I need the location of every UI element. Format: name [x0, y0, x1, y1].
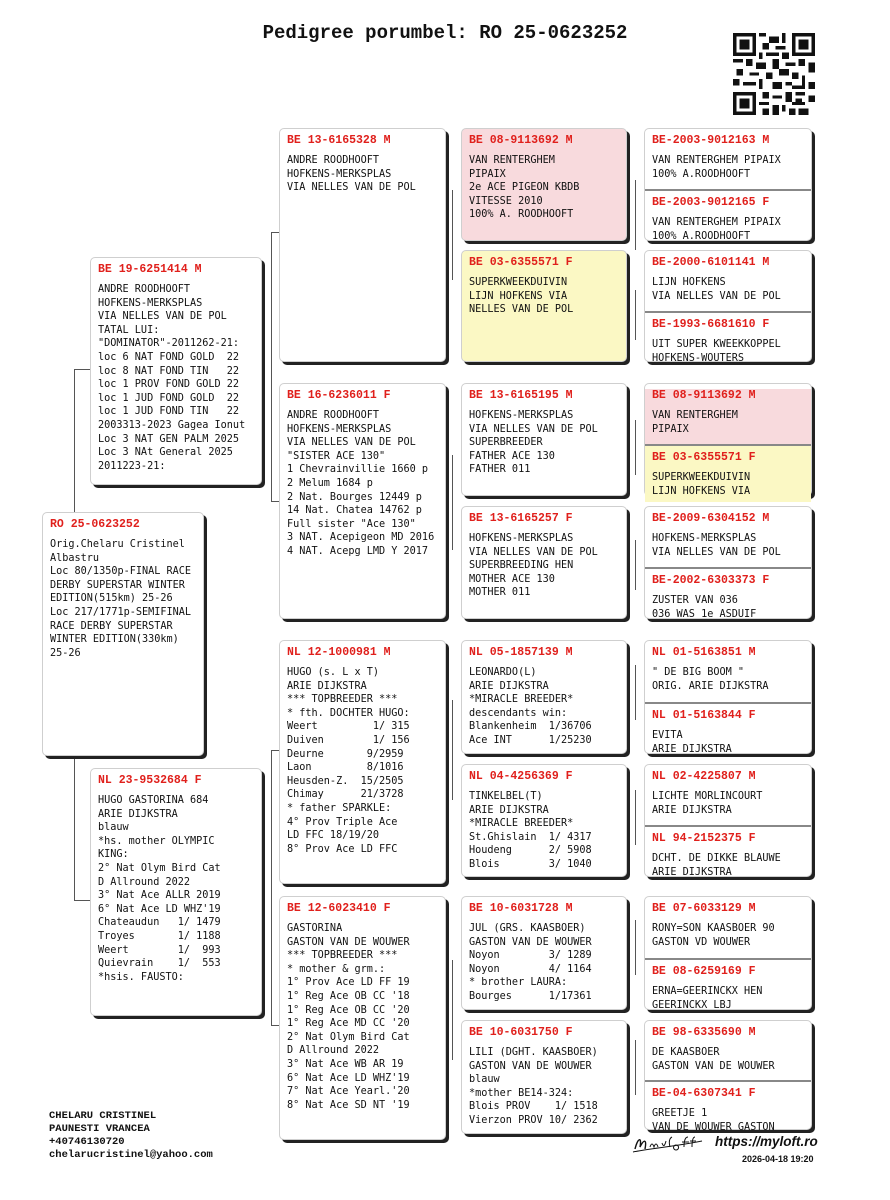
detail-line: loc 8 NAT FOND TIN 22: [98, 365, 240, 377]
detail-line: PIPAIX: [652, 423, 689, 435]
detail-line: Heusden-Z. 15/2505: [287, 775, 404, 787]
detail-line: Deurne 9/2959: [287, 748, 404, 760]
detail-line: HOFKENS-MERKSPLAS: [652, 533, 757, 544]
detail-line: 1° Reg Ace OB CC '20: [287, 1004, 410, 1016]
detail-line: Noyon 3/ 1289: [469, 950, 592, 962]
detail-line: descendants win:: [469, 707, 568, 719]
ring-number: NL 04-4256369 F: [469, 770, 573, 783]
detail-line: ARIE DIJKSTRA: [652, 743, 732, 755]
ring-number: NL 94-2152375 F: [652, 832, 756, 845]
detail-line: *** TOPBREEDER ***: [287, 950, 398, 962]
detail-line: "DOMINATOR"-2011262-21:: [98, 338, 240, 350]
detail-line: 2° Nat Olym Bird Cat: [287, 1031, 410, 1043]
ring-number: BE 19-6251414 M: [98, 263, 202, 276]
detail-line: ARIE DIJKSTRA: [287, 680, 367, 692]
brand-url[interactable]: https://myloft.ro: [715, 1134, 818, 1149]
detail-line: UIT SUPER KWEEKKOPPEL: [652, 339, 781, 350]
pigeon-card-gen4-pair-7[interactable]: [644, 896, 812, 1010]
detail-line: MOTHER ACE 130: [469, 573, 555, 585]
detail-line: ARIE DIJKSTRA: [652, 804, 732, 816]
detail-line: LD FFC 18/19/20: [287, 830, 380, 842]
detail-line: 3° Nat Ace ALLR 2019: [98, 890, 221, 902]
pigeon-details: [287, 154, 438, 195]
pigeon-details: [652, 409, 804, 436]
detail-line: Blois 3/ 1040: [469, 858, 592, 870]
detail-line: 2003313-2023 Gagea Ionut: [98, 419, 246, 431]
detail-line: 8° Prov Ace LD FFC: [287, 843, 398, 855]
detail-line: "SISTER ACE 130": [287, 450, 386, 462]
pigeon-card-grandsire-paternal[interactable]: [279, 128, 446, 362]
owner-location: PAUNESTI VRANCEA: [49, 1123, 150, 1135]
detail-line: 6° Nat Ace LD WHZ'19: [287, 1072, 410, 1084]
detail-line: LIJN HOFKENS: [652, 277, 726, 288]
detail-line: 1° Reg Ace OB CC '18: [287, 990, 410, 1002]
ring-number: NL 01-5163851 M: [652, 646, 756, 659]
detail-line: 3 NAT. Acepigeon MD 2016: [287, 532, 435, 544]
detail-line: HOFKENS-MERKSPLAS: [98, 297, 203, 309]
detail-line: 7° Nat Ace Yearl.'20: [287, 1086, 410, 1098]
detail-line: 4° Prov Triple Ace: [287, 816, 398, 828]
detail-line: Duiven 1/ 156: [287, 734, 410, 746]
detail-line: 1 Chevrainvillie 1660 p: [287, 464, 429, 476]
detail-line: * fth. DOCHTER HUGO:: [287, 707, 410, 719]
ring-number: BE 13-6165257 F: [469, 512, 573, 525]
pigeon-details: [50, 538, 196, 660]
pigeon-details: [652, 922, 804, 949]
detail-line: JUL (GRS. KAASBOER): [469, 923, 586, 934]
detail-line: ANDRE ROODHOOFT: [98, 284, 191, 295]
detail-line: blauw: [469, 1074, 500, 1086]
detail-line: VIA NELLES VAN DE POL: [469, 546, 598, 558]
ring-number: BE 13-6165195 M: [469, 389, 573, 402]
detail-line: VIA NELLES VAN DE POL: [652, 546, 781, 558]
detail-line: HUGO GASTORINA 684: [98, 795, 209, 806]
detail-line: 1° Prov Ace LD FF 19: [287, 977, 410, 989]
pigeon-card-granddam-paternal[interactable]: [279, 383, 446, 619]
ring-number: BE-2000-6101141 M: [652, 256, 770, 269]
pigeon-details: [652, 790, 804, 817]
ring-number: NL 23-9532684 F: [98, 774, 202, 787]
detail-line: Weert 1/ 315: [287, 721, 410, 733]
ring-number: BE 08-9113692 M: [469, 134, 573, 147]
ring-number: BE 08-9113692 M: [652, 389, 756, 402]
pigeon-details: [469, 922, 619, 1002]
detail-line: * mother & grm.:: [287, 963, 386, 975]
pigeon-card-ggd1[interactable]: [461, 250, 627, 362]
detail-line: GREETJE 1: [652, 1108, 708, 1119]
detail-line: 3° Nat Ace WB AR 19: [287, 1058, 404, 1070]
pigeon-card-dam[interactable]: [90, 768, 262, 1016]
detail-line: LICHTE MORLINCOURT: [652, 791, 763, 802]
pigeon-details: [652, 338, 804, 365]
ring-number: BE 10-6031750 F: [469, 1026, 573, 1039]
detail-line: HOFKENS-MERKSPLAS: [469, 410, 574, 421]
detail-line: Chimay 21/3728: [287, 789, 404, 801]
ring-number: BE 03-6355571 F: [652, 451, 756, 464]
detail-line: ARIE DIJKSTRA: [652, 866, 732, 878]
detail-line: VAN RENTERGHEM: [469, 155, 555, 166]
pigeon-card-ggs4[interactable]: [461, 896, 627, 1010]
detail-line: ERNA=GEERINCKX HEN: [652, 986, 763, 997]
pigeon-card-ggs3[interactable]: [461, 640, 627, 754]
detail-line: Albastru: [50, 552, 100, 564]
detail-line: SUPERBREEDING HEN: [469, 560, 574, 572]
pigeon-details: [652, 1046, 804, 1073]
pigeon-details: [652, 729, 804, 756]
owner-name: CHELARU CRISTINEL: [49, 1110, 157, 1122]
ring-number: BE 10-6031728 M: [469, 902, 573, 915]
ring-number: NL 02-4225807 M: [652, 770, 756, 783]
detail-line: * father SPARKLE:: [287, 802, 392, 814]
pigeon-card-ggs1[interactable]: [461, 128, 627, 241]
detail-line: Weert 1/ 993: [98, 944, 221, 956]
detail-line: Chateaudun 1/ 1479: [98, 917, 221, 929]
detail-line: ANDRE ROODHOOFT: [287, 155, 380, 166]
detail-line: HUGO (s. L x T): [287, 667, 380, 678]
pigeon-details: [287, 666, 438, 877]
detail-line: HOFKENS-WOUTERS: [652, 352, 745, 364]
detail-line: Loc 80/1350p-FINAL RACE: [50, 566, 192, 578]
pigeon-details: [652, 216, 804, 243]
detail-line: GASTON VAN DE WOUWER: [469, 936, 592, 948]
detail-line: *hsis. FAUSTO:: [98, 971, 184, 983]
detail-line: DE KAASBOER: [652, 1047, 720, 1058]
detail-line: VIA NELLES VAN DE POL: [287, 182, 416, 194]
pigeon-details: [469, 276, 619, 317]
detail-line: ZUSTER VAN 036: [652, 595, 738, 606]
detail-line: GASTON VAN DE WOUWER: [469, 1060, 592, 1072]
detail-line: Noyon 4/ 1164: [469, 963, 592, 975]
detail-line: EVITA: [652, 730, 683, 741]
pigeon-details: [652, 154, 804, 181]
detail-line: VIA NELLES VAN DE POL: [469, 423, 598, 435]
detail-line: HOFKENS-MERKSPLAS: [469, 533, 574, 544]
detail-line: HOFKENS-MERKSPLAS: [287, 168, 392, 180]
detail-line: LIJN HOFKENS VIA: [652, 485, 751, 497]
detail-line: 1° Reg Ace MD CC '20: [287, 1018, 410, 1030]
myloft-logo-icon: [632, 1133, 704, 1155]
detail-line: TINKELBEL(T): [469, 791, 543, 802]
pigeon-card-gen4-pair-5[interactable]: [644, 640, 812, 754]
owner-contact: [49, 1110, 213, 1162]
detail-line: VIA NELLES VAN DE POL: [287, 437, 416, 449]
pigeon-card-gen4-pair-3[interactable]: [644, 383, 812, 496]
pigeon-details: [652, 276, 804, 303]
pigeon-details: [469, 409, 619, 477]
detail-line: loc 1 JUD FOND TIN 22: [98, 406, 240, 418]
owner-email[interactable]: chelarucristinel@yahoo.com: [49, 1149, 213, 1161]
detail-line: NELLES VAN DE POL: [469, 304, 574, 316]
detail-line: 8° Nat Ace SD NT '19: [287, 1099, 410, 1111]
detail-line: Loc 3 NAt General 2025: [98, 447, 233, 459]
detail-line: blauw: [98, 822, 129, 834]
detail-line: FATHER ACE 130: [469, 450, 555, 462]
ring-number: BE 13-6165328 M: [287, 134, 391, 147]
detail-line: GASTON VAN DE WOUWER: [652, 1060, 775, 1072]
pigeon-details: [287, 409, 438, 559]
detail-line: 2 Nat. Bourges 12449 p: [287, 491, 422, 503]
ring-number: BE-1993-6681610 F: [652, 318, 770, 331]
pigeon-details: [469, 790, 619, 870]
detail-line: LEONARDO(L): [469, 667, 537, 678]
detail-line: RONY=SON KAASBOER 90: [652, 923, 775, 934]
detail-line: GASTORINA: [287, 923, 343, 934]
pigeon-card-gen4-pair-2[interactable]: [644, 250, 812, 362]
ring-number: BE-2009-6304152 M: [652, 512, 770, 525]
detail-line: Laon 8/1016: [287, 762, 404, 774]
detail-line: Bourges 1/17361: [469, 990, 592, 1002]
detail-line: Blois PROV 1/ 1518: [469, 1101, 598, 1113]
detail-line: EDITION(515km) 25-26: [50, 593, 173, 605]
detail-line: Full sister "Ace 130": [287, 518, 416, 530]
detail-line: 4 NAT. Acepg LMD Y 2017: [287, 545, 429, 557]
detail-line: MOTHER 011: [469, 587, 531, 599]
detail-line: 2e ACE PIGEON KBDB: [469, 182, 580, 194]
ring-number: NL 05-1857139 M: [469, 646, 573, 659]
detail-line: VAN RENTERGHEM: [652, 410, 738, 421]
detail-line: ARIE DIJKSTRA: [469, 680, 549, 692]
detail-line: *MIRACLE BREEDER*: [469, 694, 574, 706]
detail-line: 25-26: [50, 647, 81, 659]
pigeon-card-gen4-pair-8[interactable]: [644, 1020, 812, 1133]
pigeon-card-ggd3[interactable]: [461, 764, 627, 877]
pigeon-details: [469, 1046, 619, 1126]
detail-line: VAN RENTERGHEM PIPAIX: [652, 155, 781, 166]
detail-line: FATHER 011: [469, 464, 531, 476]
detail-line: 100% A.ROODHOOFT: [652, 230, 751, 242]
ring-number: NL 12-1000981 M: [287, 646, 391, 659]
detail-line: *** TOPBREEDER ***: [287, 694, 398, 706]
detail-line: St.Ghislain 1/ 4317: [469, 831, 592, 843]
detail-line: SUPERKWEEKDUIVIN: [469, 277, 568, 288]
pigeon-card-subject[interactable]: [42, 512, 204, 756]
page-title: Pedigree porumbel: RO 25-0623252: [262, 22, 628, 44]
ring-number: BE-2003-9012165 F: [652, 196, 770, 209]
pigeon-details: [469, 154, 619, 222]
ring-number: RO 25-0623252: [50, 518, 140, 531]
pigeon-card-sire[interactable]: [90, 257, 262, 485]
pigeon-details: [98, 794, 254, 1010]
detail-line: loc 1 PROV FOND GOLD 22: [98, 379, 240, 391]
ring-number: BE 16-6236011 F: [287, 389, 391, 402]
detail-line: SUPERBREEDER: [469, 437, 543, 449]
detail-line: D Allround 2022: [98, 876, 191, 888]
ring-number: BE 98-6335690 M: [652, 1026, 756, 1039]
detail-line: SUPERKWEEKDUIVIN: [652, 472, 751, 483]
ring-number: BE 07-6033129 M: [652, 902, 756, 915]
detail-line: * brother LAURA:: [469, 977, 568, 989]
detail-line: Blankenheim 1/36706: [469, 721, 592, 733]
pigeon-card-granddam-maternal[interactable]: [279, 896, 446, 1140]
detail-line: GASTON VAN DE WOUWER: [287, 936, 410, 948]
detail-line: Loc 3 NAT GEN PALM 2025: [98, 433, 240, 445]
ring-number: BE 03-6355571 F: [469, 256, 573, 269]
detail-line: loc 1 JUD FOND GOLD 22: [98, 392, 240, 404]
detail-line: ORIG. ARIE DIJKSTRA: [652, 680, 769, 692]
detail-line: 2011223-21:: [98, 460, 166, 472]
detail-line: 100% A. ROODHOOFT: [469, 209, 574, 221]
detail-line: GEERINCKX LBJ: [652, 999, 732, 1011]
detail-line: HOFKENS-MERKSPLAS: [287, 423, 392, 435]
detail-line: DERBY SUPERSTAR WINTER: [50, 579, 185, 591]
detail-line: WINTER EDITION(330km): [50, 634, 179, 646]
pigeon-details: [652, 666, 804, 693]
detail-line: LIJN HOFKENS VIA: [469, 290, 568, 302]
detail-line: D Allround 2022: [287, 1045, 380, 1057]
pigeon-details: [652, 852, 804, 879]
pigeon-details: [469, 532, 619, 600]
detail-line: loc 6 NAT FOND GOLD 22: [98, 351, 240, 363]
detail-line: PIPAIX: [469, 168, 506, 180]
pigeon-details: [652, 985, 804, 1012]
pigeon-details: [469, 666, 619, 746]
detail-line: TATAL LUI:: [98, 324, 160, 336]
pigeon-details: [652, 594, 804, 621]
pigeon-card-ggd2[interactable]: [461, 506, 627, 619]
detail-line: Vierzon PROV 10/ 2362: [469, 1114, 598, 1126]
detail-line: Quievrain 1/ 553: [98, 958, 221, 970]
ring-number: BE 12-6023410 F: [287, 902, 391, 915]
detail-line: 100% A.ROODHOOFT: [652, 168, 751, 180]
detail-line: ARIE DIJKSTRA: [469, 804, 549, 816]
pigeon-card-grandsire-maternal[interactable]: [279, 640, 446, 884]
ring-number: NL 01-5163844 F: [652, 709, 756, 722]
detail-line: 14 Nat. Chatea 14762 p: [287, 505, 422, 517]
detail-line: ARIE DIJKSTRA: [98, 808, 178, 820]
ring-number: BE-04-6307341 F: [652, 1087, 756, 1100]
detail-line: Orig.Chelaru Cristinel: [50, 539, 185, 550]
ring-number: BE 08-6259169 F: [652, 965, 756, 978]
detail-line: " DE BIG BOOM ": [652, 667, 745, 678]
pigeon-card-ggd4[interactable]: [461, 1020, 627, 1134]
detail-line: VITESSE 2010: [469, 195, 543, 207]
detail-line: *hs. mother OLYMPIC: [98, 835, 215, 847]
pigeon-details: [98, 283, 254, 477]
detail-line: LILI (DGHT. KAASBOER): [469, 1047, 598, 1058]
detail-line: VAN RENTERGHEM PIPAIX: [652, 217, 781, 228]
detail-line: KING:: [98, 849, 129, 861]
detail-line: *mother BE14-324:: [469, 1087, 574, 1099]
detail-line: Troyes 1/ 1188: [98, 930, 221, 942]
detail-line: ANDRE ROODHOOFT: [287, 410, 380, 421]
detail-line: GASTON VD WOUWER: [652, 936, 751, 948]
detail-line: VIA NELLES VAN DE POL: [652, 290, 781, 302]
detail-line: *MIRACLE BREEDER*: [469, 818, 574, 830]
pigeon-card-gen4-pair-6[interactable]: [644, 764, 812, 877]
detail-line: VAN DE WOUWER GASTON: [652, 1121, 775, 1133]
ring-number: BE-2003-9012163 M: [652, 134, 770, 147]
detail-line: 2° Nat Olym Bird Cat: [98, 862, 221, 874]
detail-line: 6° Nat Ace LD WHZ'19: [98, 903, 221, 915]
owner-phone: +40746130720: [49, 1136, 125, 1148]
pigeon-details: [652, 1107, 804, 1134]
qr-code: [733, 33, 815, 115]
detail-line: DCHT. DE DIKKE BLAUWE: [652, 853, 781, 864]
detail-line: 036 WAS 1e ASDUIF: [652, 608, 757, 620]
pigeon-details: [287, 922, 438, 1133]
detail-line: 2 Melum 1684 p: [287, 477, 373, 489]
pigeon-card-gen4-pair-4[interactable]: [644, 506, 812, 619]
pigeon-details: [652, 471, 804, 498]
pigeon-card-ggs2[interactable]: [461, 383, 627, 496]
detail-line: Ace INT 1/25230: [469, 734, 592, 746]
detail-line: Houdeng 2/ 5908: [469, 845, 592, 857]
ring-number: BE-2002-6303373 F: [652, 574, 770, 587]
detail-line: RACE DERBY SUPERSTAR: [50, 620, 173, 632]
pigeon-card-gen4-pair-1[interactable]: [644, 128, 812, 241]
detail-line: Loc 217/1771p-SEMIFINAL: [50, 606, 192, 618]
detail-line: VIA NELLES VAN DE POL: [98, 311, 227, 323]
pigeon-details: [652, 532, 804, 559]
generated-date: 2026-04-18 19:20: [742, 1154, 814, 1164]
